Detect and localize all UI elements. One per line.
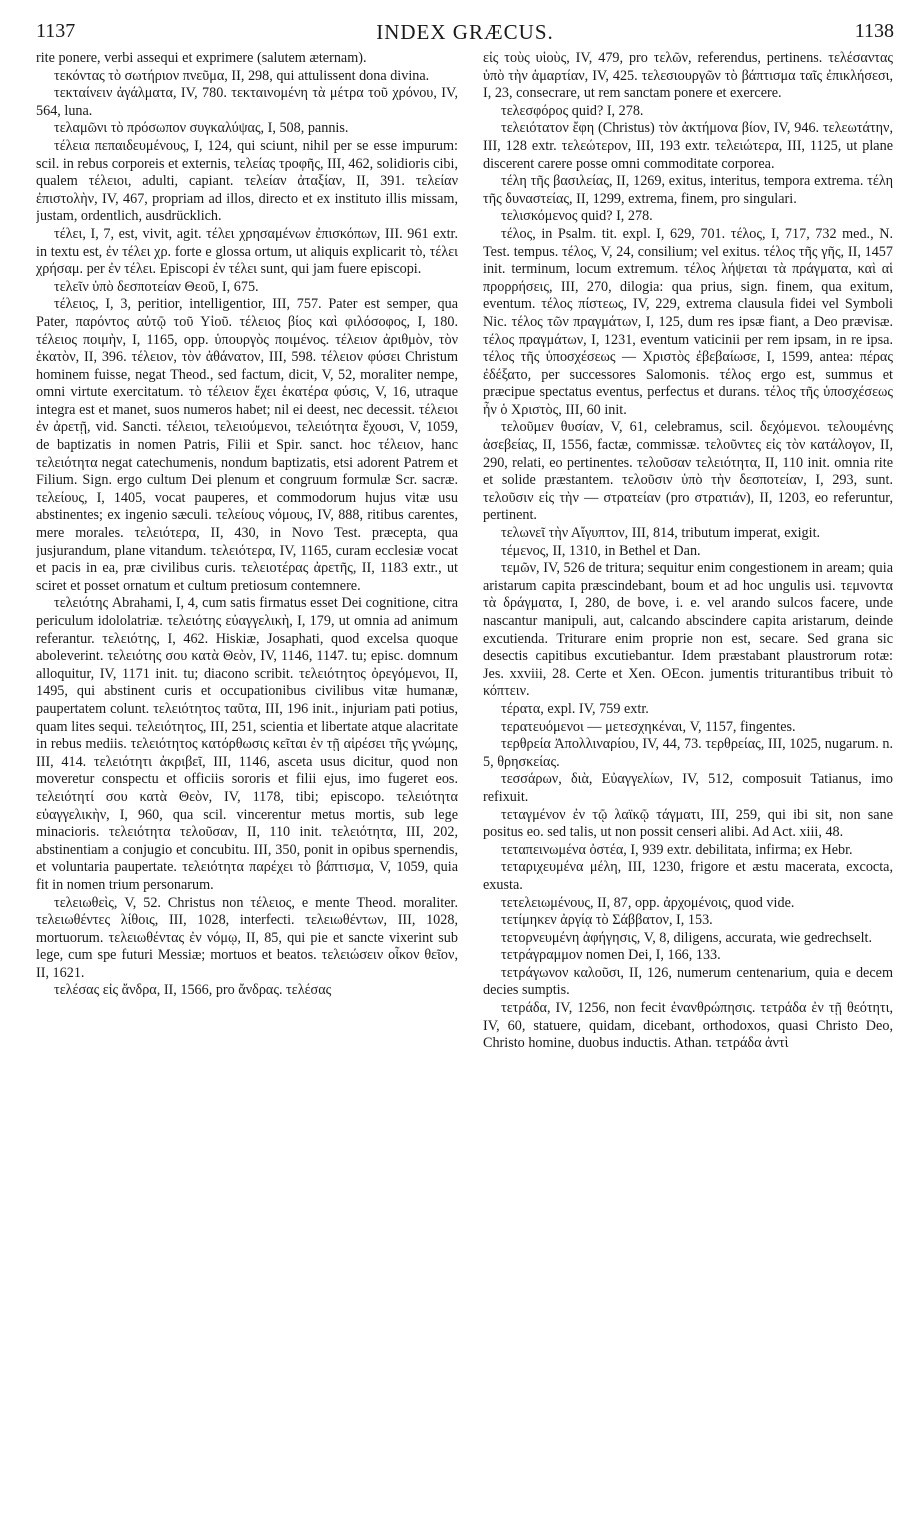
index-entry: τελειότατον ἔφη (Christus) τὸν ἀκτήμονα βίον, IV, 946. τελεωτάτην, III, 128 extr. τελεώτερον, III, 193 extr. τελειώτερα, III, 1125, ut plane discerent carere posse omni commoditate corporea. <box>483 120 893 172</box>
index-entry: τέλει, I, 7, est, vivit, agit. τέλει χρησαμένων ἐπισκόπων, III. 961 extr. in textu est, ἐν τέλει χρ. forte e glossa ortum, ut aliquis explicarit τὸ, τέλει χρήσαμ. per ἐν τέλει. Episcopi ἐν τέλει sunt, qui jam fuere episcopi. <box>36 225 458 278</box>
index-entry: τεσσάρων, διὰ, Εὐαγγελίων, IV, 512, composuit Tatianus, imo refixuit. <box>483 771 893 805</box>
index-entry: τελειότης Abrahami, I, 4, cum satis firmatus esset Dei cognitione, citra periculum idololatriæ. τελειότης εὐαγγελικὴ, I, 179, ut omnia ad animum referantur. τελειότης, I, 462. Hiskiæ, Josaphati, quod excelsa quoque aboleverint. τελειότης σου κατὰ Θεὸν, IV, 1146, 1147. tu; episc. domnum alloquitur, IV, 1171 init. tu; diacono scribit. τελειότητος ὀρεγόμενοι, II, 1495, qui abstinent curis et occupationibus civilibus vitæ humanæ, paupertatem colunt. τελειότητος ταῦτα, III, 196 init., injuriam pati potius, quam lites sequi. τελειότητος, III, 251, scientia et libertate atque alacritate in rebus mediis. τελειότητος κατόρθωσις κεῖται ἐν τῇ αἱρέσει τῆς γνώμης, III, 414. τελειότητι ἀκριβεῖ, III, 1146, asceta usus dicitur, quod non moveretur conspectu et officiis sororis et filii ejus, imo fugeret eos. τελειότητί σου κατὰ Θεὸν, IV, 1178, tibi; episcopo. τελειότητα εὐαγγελικὴν, I, 960, qua scil. vincerentur metus mortis, sub lege minacioris. τελειότητα τελοῦσαν, II, 110 init. τελειότητα, III, 202, abstinentiam a conjugio et concubitu. III, 350, ponit in opibus spernendis, et voluntaria paupertate. τελειότητα παρέχει τὸ βάπτισμα, V, 1059, quia fit in nomen trium personarum. <box>36 595 458 893</box>
index-entry: τελέσας εἰς ἄνδρα, II, 1566, pro ἄνδρας. τελέσας <box>54 982 332 999</box>
left-column <box>36 50 458 1530</box>
index-entry: τελαμῶνι τὸ πρόσωπον συγκαλύψας, I, 508, pannis. <box>54 120 349 137</box>
index-entry: τελειωθεὶς, V, 52. Christus non τέλειος, e mente Theod. moraliter. τελειωθέντες λίθοις, III, 1028, interfecti. τελειωθέντων, III, 1028, mortuorum. τελειωθέντας ἐν νόμῳ, II, 85, qui pie et sancte vixerint sub lege, cum spe futuri Messiæ; mortuos et beatos. τελειώσειν οἶκον θεῖον, II, 1621. <box>36 894 458 981</box>
index-entry: τέλη τῆς βασιλείας, II, 1269, exitus, interitus, tempora extrema. τέλη τῆς δυναστείας, II, 1299, extrema, finem, pro singulari. <box>483 173 893 207</box>
index-entry: τεταριχευμένα μέλη, III, 1230, frigore et æstu macerata, excocta, exusta. <box>483 859 893 893</box>
index-entry: τετελειωμένους, II, 87, opp. ἀρχομένοις, quod vide. <box>501 894 795 911</box>
index-entry: τελωνεῖ τὴν Αἴγυπτον, III, 814, tributum imperat, exigit. <box>501 525 821 542</box>
page-title: INDEX GRÆCUS. <box>376 20 554 44</box>
index-entry: τεταγμένον ἐν τῷ λαϊκῷ τάγματι, III, 259, qui ibi sit, non sane positus eo. sed talis, ut non possit censeri alibi. Ad Act. xiii, 48. <box>483 806 893 841</box>
index-entry: τετίμηκεν ἀργίᾳ τὸ Σάββατον, I, 153. <box>501 912 713 929</box>
index-entry: τετορνευμένη ἀφήγησις, V, 8, diligens, accurata, wie gedrechselt. <box>501 929 873 946</box>
index-entry: τεμῶν, IV, 526 de tritura; sequitur enim congestionem in aream; quia aristarum capita præscindebant, boum et ad hoc ungulis usi. τεμνοντα τὰ δράγματα, I, 280, de bove, i. e. vel arando sulcos facere, unde nascantur manipuli, aut, calcando abscindere capita aristarum, deinde excutienda. Triturare enim proprie non est, secare. Sed grana sic desectis capitibus excutiebantur. Idem præstabant plaustrorum rotæ: Jes. xxviii, 28. Certe et Xen. OEcon. jumentis triturantibus tribuit τὸ κόπτειν. <box>483 560 893 700</box>
index-entry: τετράδα, IV, 1256, non fecit ἐνανθρώπησις. τετράδα ἐν τῇ θεότητι, IV, 60, statuere, quidam, dicebant, orthodoxos, quasi Christo Deo, Christo homine, duobus inductis. Athan. τετράδα ἀντὶ <box>483 1000 893 1052</box>
index-entry: τελοῦμεν θυσίαν, V, 61, celebramus, scil. δεχόμενοι. τελουμένης ἀσεβείας, II, 1556, factæ, commissæ. τελοῦντες εἰς τὸν κατάλογον, II, 290, relati, eo pertinentes. τελοῦσαν τελειότητα, II, 110 init. omnia rite et solide præstantem. τελοῦσιν ὑπὸ τὴν δεσποτείαν, I, 293, sunt. τελοῦσιν εἰς τὴν — στρατείαν (pro στρατιάν), II, 1203, eo referuntur, pertinent. <box>483 419 893 524</box>
index-entry: τετράγραμμον nomen Dei, I, 166, 133. <box>501 947 721 964</box>
index-entry: τέλεια πεπαιδευμένους, I, 124, qui sciunt, nihil per se esse impurum: scil. in rebus corporeis et externis, τελείας τροφῆς, III, 462, solidioris cibi, qualem τέλειοι, adulti, capiant. τελείαν ἀταξίαν, II, 391. τελείαν ἐπιστολὴν, IV, 467, propriam ad illos, directo et ex instituto illis missam, justam, ordentlich, ausdrücklich. <box>36 137 458 225</box>
index-entry: τετράγωνον καλοῦσι, II, 126, numerum centenarium, quia e decem decies sumptis. <box>483 964 893 999</box>
index-entry: τελισκόμενος quid? I, 278. <box>501 208 653 225</box>
index-entry: τερατευόμενοι — μετεσχηκέναι, V, 1157, fingentes. <box>501 718 796 735</box>
index-entry: εἰς τοὺς υἱοὺς, IV, 479, pro τελῶν, referendus, pertinens. τελέσαντας ὑπὸ τὴν ἁμαρτίαν, IV, 425. τελεσιουργῶν τὸ βάπτισμα ταῖς ἐπικλήσεσι, I, 23, consecrare, ut rem sanctam ponere et exercere. <box>483 50 893 102</box>
index-entry: τέρατα, expl. IV, 759 extr. <box>501 700 649 717</box>
index-entry: τέμενος, II, 1310, in Bethel et Dan. <box>501 542 701 559</box>
index-entry: τεκταίνειν ἀγάλματα, IV, 780. τεκταινομένη τὰ μέτρα τοῦ χρόνου, IV, 564, luna. <box>36 85 458 119</box>
index-entry: rite ponere, verbi assequi et exprimere (salutem æternam). <box>36 50 367 66</box>
index-entry: τέλος, in Psalm. tit. expl. I, 629, 701. τέλος, I, 717, 732 med., N. Test. tempus. τέλος, V, 24, consilium; vel exitus. τέλος τῆς γῆς, II, 1457 init. terminum, locum extremum. τέλος λήψεται τὰ πράγματα, καὶ αἱ προρρήσεις, III, 270, dilogia: qua prius, sign. finem, qua exitum, eventum. τέλος πίστεως, IV, 229, extrema clausula fidei vel Symboli Nic. τέλος τῶν πραγμάτων, I, 125, dum res ipsæ fiant, a Deo prævisæ. τέλος πραγμάτων, I, 1231, eventum vaticinii per rem ipsam, in re ipsa. τέλος τῆς ὑποσχέσεως — Χριστὸς ἐβεβαίωσε, I, 1599, antea: πέρας ἐδέξατο, per successores Salomonis. τέλος ergo est, summus et præcipue spectatus eventus, perfectus et durans. τέλος τῆς ὑποσχέσεως ἦν ὁ Χριστὸς, III, 60 init. <box>483 225 893 418</box>
running-header <box>36 14 894 46</box>
index-entry: τεταπεινωμένα ὀστέα, I, 939 extr. debilitata, infirma; ex Hebr. <box>501 841 853 858</box>
index-entry: τελεῖν ὑπὸ δεσποτείαν Θεοῦ, I, 675. <box>54 278 259 295</box>
page-number-left: 1137 <box>36 20 76 42</box>
index-entry: τελεσφόρος quid? I, 278. <box>501 102 644 119</box>
index-entry: τέλειος, I, 3, peritior, intelligentior, III, 757. Pater est semper, qua Pater, παρόντος αὐτῷ τοῦ Υἱοῦ. τέλειος βίος καὶ φιλόσοφος, I, 180. τέλειος ποιμὴν, I, 1165, opp. ὑπουργὸς ποιμένος. τέλειον ἀριθμὸν, τὸν ἑκατὸν, II, 396. τέλειον, τὸν ἀθάνατον, III, 598. τέλειον φύσει Christum hominem fuisse, negat Theod., sed factum, dicit, V, 52, moraliter nempe, omni virtute exercitatum. τὸ τέλειον ἔχει ἑκατέρα φύσις, V, 16, utraque integra est et manet, suos numeros habet; nil ei deest, nec decessit. τέλειοι ἐν ἀρετῇ, vid. Sancti. τέλειοι, τελειούμενοι, τελειότητα ἔχουσι, V, 1059, de baptizatis in nomen Patris, Filii et Spir. sanct. hoc τέλειον, hanc τελειότητα negat catechumenis, nondum baptizatis, etsi adorent Patrem et Filium. Sign. ergo cultum Dei plenum et congruum formulæ Scr. sacræ. τελείους, I, 1405, vocat pauperes, et commodorum hujus vitæ usu abstinentes; ex ingenio sæculi. τελείους νόμους, IV, 888, ritibus carentes, mere morales. τελειότερα, II, 430, in Novo Test. præcepta, qua jusjurandum, plane vitandum. τελειότερα, IV, 1165, curam ecclesiæ vocat et pacis in ea, præ civilibus curis. τελειοτέρας ἀρετῆς, II, 1183 extr., ut sciret et posset ornatum et cultum pretiosum contemnere. <box>36 296 458 594</box>
index-entry: τεκόντας τὸ σωτήριον πνεῦμα, II, 298, qui attulissent dona divina. <box>54 67 430 84</box>
index-entry: τερθρεία Ἀπολλιναρίου, IV, 44, 73. τερθρείας, III, 1025, nugarum. n. 5, θρησκείας. <box>483 736 893 770</box>
page-number-right: 1138 <box>854 20 894 42</box>
right-column <box>483 50 893 1530</box>
